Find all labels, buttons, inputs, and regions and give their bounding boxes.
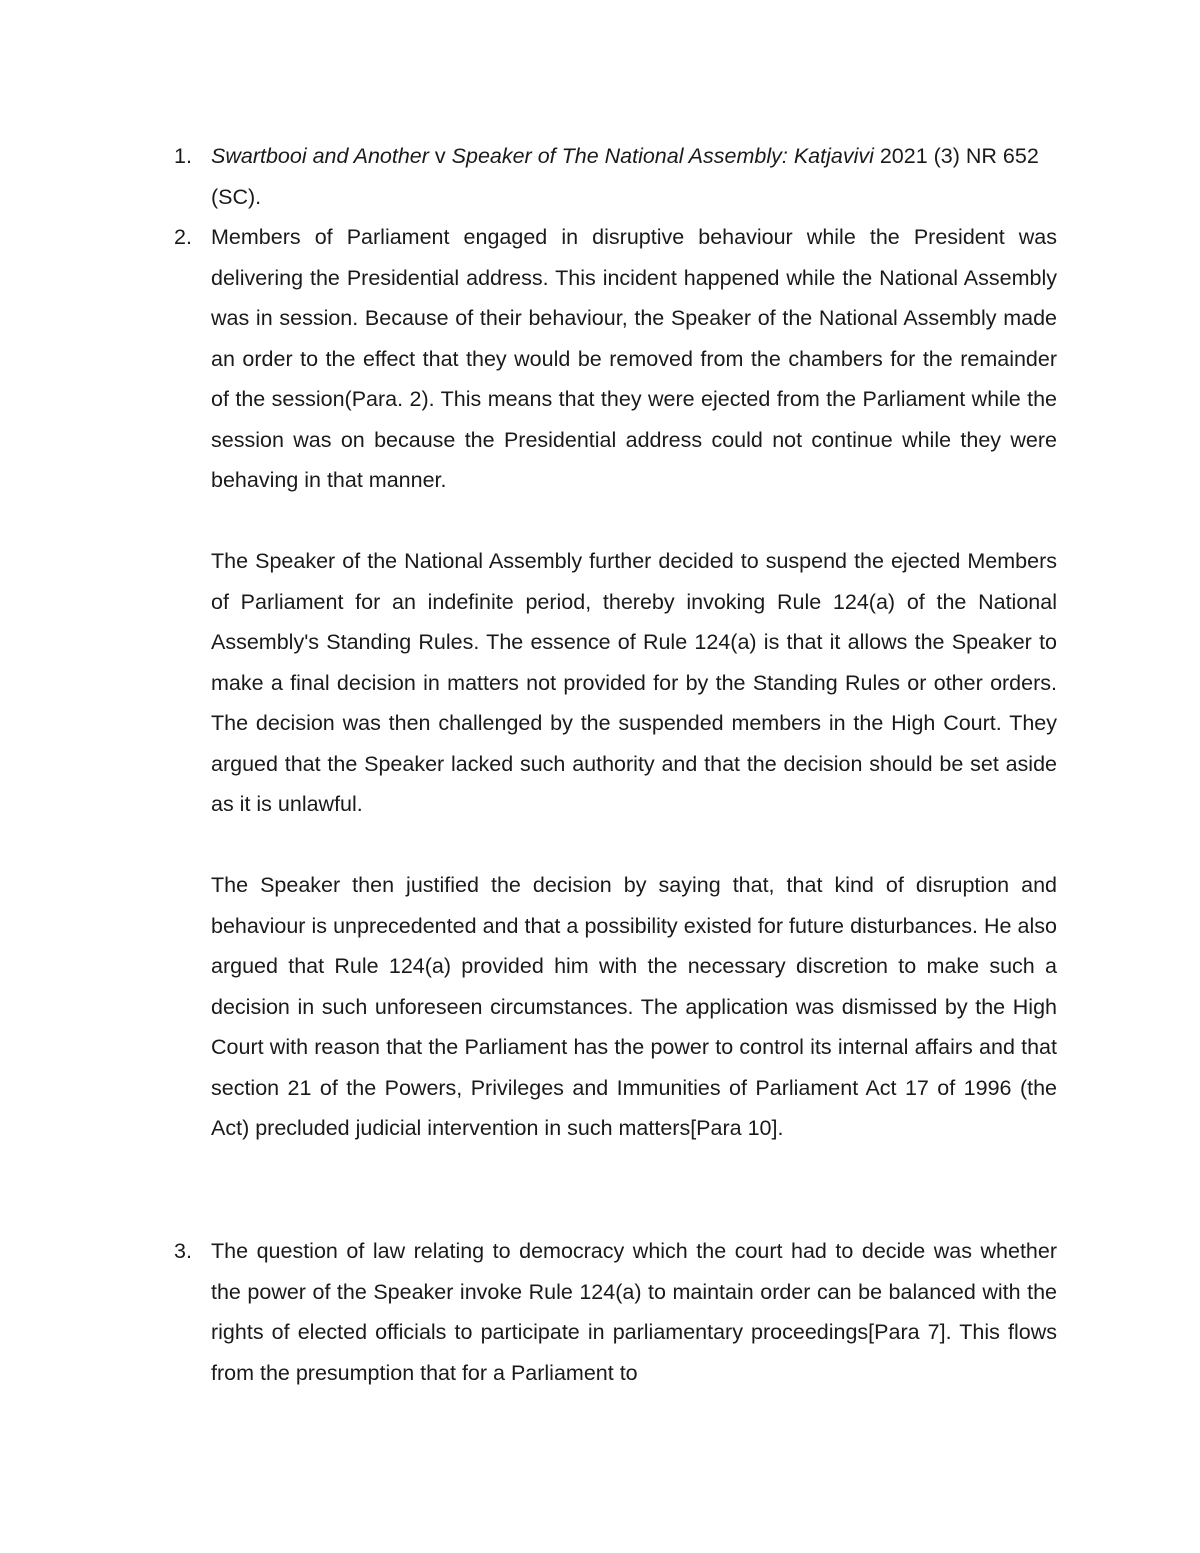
paragraph: The question of law relating to democracy which the court had to decide was whether the power of the Speaker invoke Rule 124(a) to maintain order can be balanced with the rights of elected officials to participate in parliamentary proceedings[Para 7]. This flows from the presumption that for a Parliament to bbox=[211, 1239, 1057, 1385]
paragraph: The Speaker of the National Assembly further decided to suspend the ejected Members of Parliament for an indefinite period, thereby invoking Rule 124(a) of the National Assembly's Standing Rules. The essence of Rule 124(a) is that it allows the Speaker to make a final decision in matters not provided for by the Standing Rules or other orders. The decision was then challenged by the suspended members in the High Court. They argued that the Speaker lacked such authority and that the decision should be set aside as it is unlawful. bbox=[211, 549, 1057, 816]
case-party-a: Swartbooi and Another bbox=[211, 144, 429, 168]
case-party-b: Speaker of The National Assembly: Katjavivi bbox=[451, 144, 874, 168]
case-citation bbox=[211, 136, 1057, 217]
question-of-law-section bbox=[211, 1231, 1057, 1393]
case-reference: 2021 (3) NR 652 (SC). bbox=[211, 144, 1039, 209]
list-number: 1. bbox=[174, 144, 192, 168]
paragraph: Members of Parliament engaged in disruptive behaviour while the President was delivering the Presidential address. This incident happened while the National Assembly was in session. Because of their behaviour, the Speaker of the National Assembly made an order to the effect that they would be removed from the chambers for the remainder of the session(Para. 2). This means that they were ejected from the Parliament while the session was on because the Presidential address could not continue while they were behaving in that manner. bbox=[211, 225, 1057, 492]
list-number: 3. bbox=[174, 1239, 192, 1263]
paragraph: The Speaker then justified the decision by saying that, that kind of disruption and behaviour is unprecedented and that a possibility existed for future disturbances. He also argued that Rule 124(a) provided him with the necessary discretion to make such a decision in such unforeseen circumstances. The application was dismissed by the High Court with reason that the Parliament has the power to control its internal affairs and that section 21 of the Powers, Privileges and Immunities of Parliament Act 17 of 1996 (the Act) precluded judicial intervention in such matters[Para 10]. bbox=[211, 873, 1057, 1140]
facts-section bbox=[211, 217, 1057, 1149]
list-number: 2. bbox=[174, 225, 192, 249]
versus: v bbox=[428, 144, 452, 168]
citation-text bbox=[211, 136, 1057, 217]
